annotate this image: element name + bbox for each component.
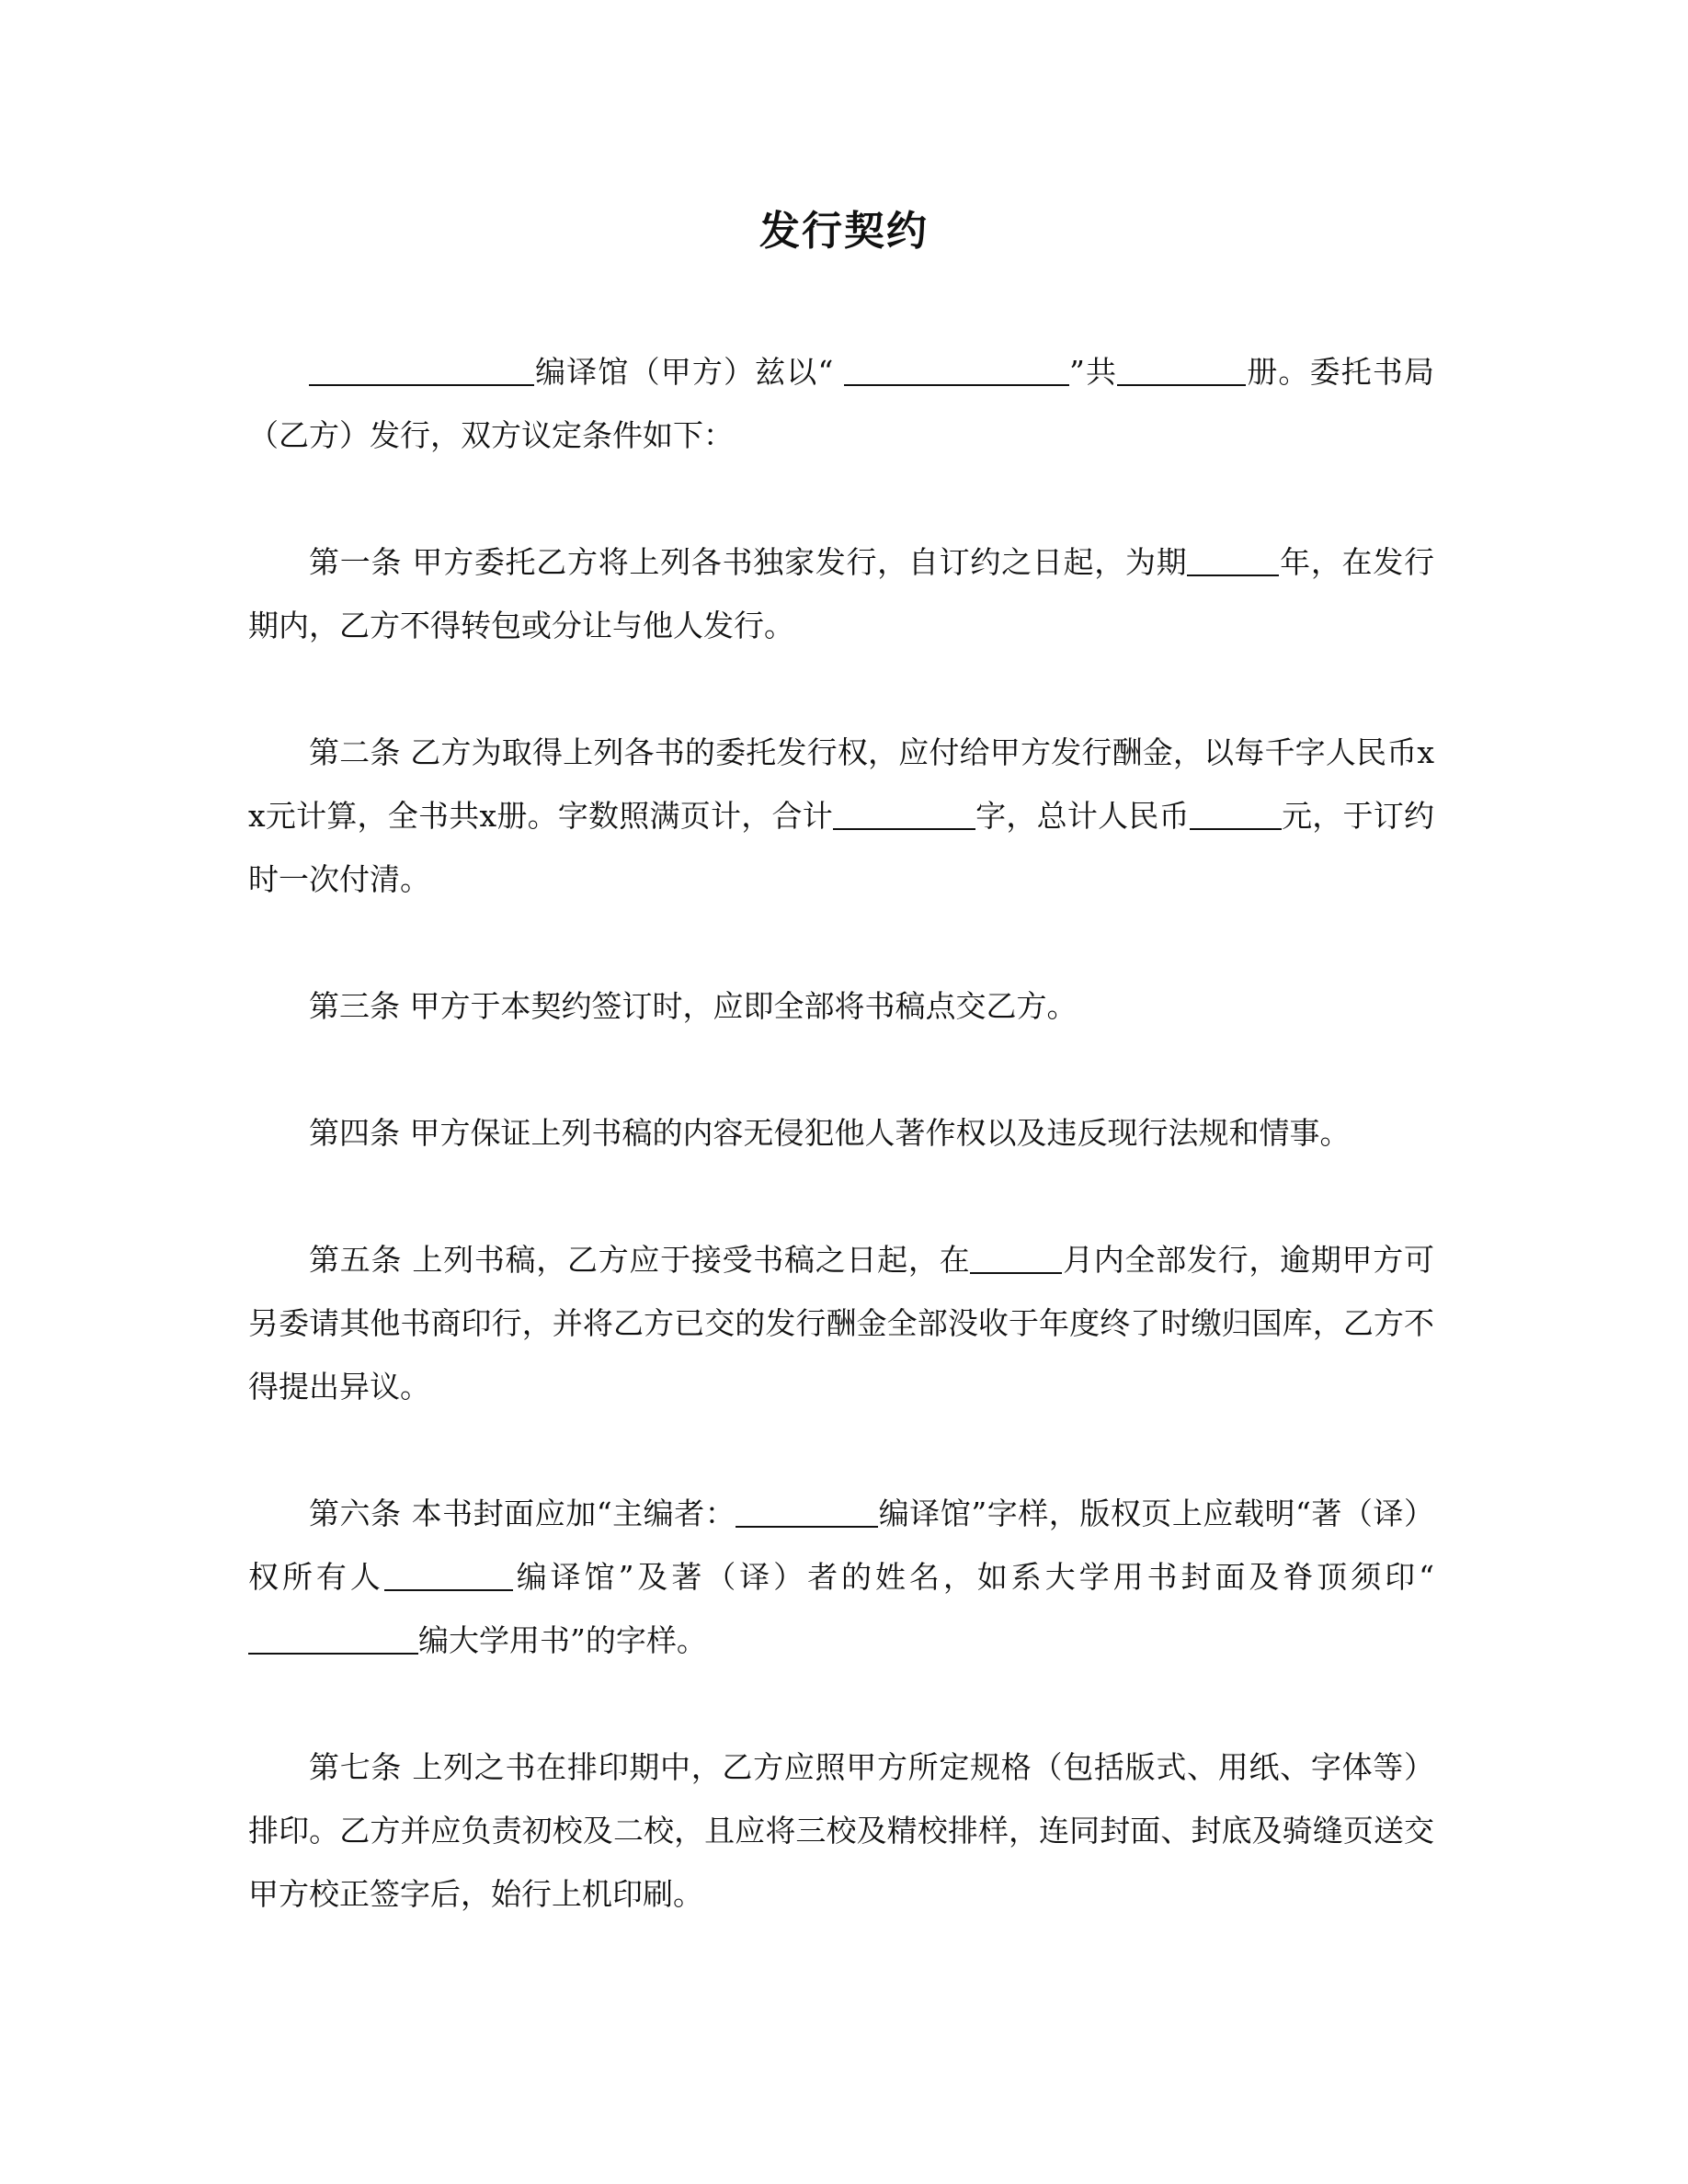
article-2-paragraph xyxy=(248,721,1434,911)
blank-volume-count xyxy=(1117,356,1246,386)
document-body xyxy=(248,340,1434,1926)
blank-copyright-holder xyxy=(384,1561,513,1591)
article-1-paragraph xyxy=(248,530,1434,657)
blank-total-amount xyxy=(1190,800,1282,830)
article-7-paragraph: 第七条 上列之书在排印期中，乙方应照甲方所定规格（包括版式、用纸、字体等）排印。乙方并应负责初校及二校，且应将三校及精校排样，连同封面、封底及骑缝页送交甲方校正签字后，始行上机印刷。 xyxy=(248,1749,1434,1912)
paragraph-gap xyxy=(248,467,1434,530)
article-5-text-2: 月内全部发行，逾期甲方可另委请其他书商印行，并将乙方已交的发行酬金全部没收于年度终了时缴归国库，乙方不得提出异议。 xyxy=(248,1242,1434,1405)
article-2-text-2: 字，总计人民币 xyxy=(975,798,1190,834)
paragraph-gap xyxy=(248,1038,1434,1101)
paragraph-gap xyxy=(248,1418,1434,1482)
article-6-text-4: 编大学用书”的字样。 xyxy=(418,1622,707,1658)
blank-university-publisher xyxy=(248,1624,418,1655)
intro-text-2: ”共 xyxy=(1068,354,1118,390)
article-5-paragraph xyxy=(248,1228,1434,1418)
article-6-text-1: 第六条 本书封面应加“主编者： xyxy=(309,1496,736,1531)
article-2-text-3: 元，于订约时一次付清。 xyxy=(248,798,1435,897)
article-6-paragraph xyxy=(248,1482,1434,1672)
article-4-paragraph: 第四条 甲方保证上列书稿的内容无侵犯他人著作权以及违反现行法规和情事。 xyxy=(309,1115,1351,1151)
paragraph-gap xyxy=(248,1672,1434,1735)
blank-book-title xyxy=(844,356,1069,386)
article-5-text-1: 第五条 上列书稿，乙方应于接受书稿之日起，在 xyxy=(309,1242,971,1278)
intro-text-1: 编译馆（甲方）兹以“ xyxy=(534,354,834,390)
article-6-text-3: 编译馆”及著（译）者的姓名，如系大学用书封面及脊顶须印“ xyxy=(512,1559,1434,1595)
article-2-text-1: 第二条 乙方为取得上列各书的委托发行权，应付给甲方发行酬金，以每千字人民币x x元计算，全书共x册。字数照满页计，合计 xyxy=(248,734,1434,834)
article-3-paragraph: 第三条 甲方于本契约签订时，应即全部将书稿点交乙方。 xyxy=(309,988,1078,1024)
blank-publisher-name xyxy=(309,356,534,386)
intro-text-3: 册。委托书局（乙方）发行，双方议定条件如下： xyxy=(248,354,1435,453)
intro-paragraph xyxy=(248,340,1434,467)
paragraph-gap xyxy=(248,1165,1434,1228)
paragraph-gap xyxy=(248,911,1434,974)
document-title: 发行契约 xyxy=(759,208,929,255)
blank-months xyxy=(970,1244,1062,1274)
article-1-text-2: 年，在发行期内，乙方不得转包或分让与他人发行。 xyxy=(248,544,1434,643)
article-1-text-1: 第一条 甲方委托乙方将上列各书独家发行，自订约之日起，为期 xyxy=(309,544,1188,580)
blank-word-count xyxy=(833,800,975,830)
blank-term-years xyxy=(1187,546,1279,576)
paragraph-gap xyxy=(248,657,1434,721)
blank-chief-editor xyxy=(736,1497,878,1528)
article-6-text-2: 编译馆”字样，版权页上应载明“著（译）权所有人 xyxy=(248,1496,1434,1595)
